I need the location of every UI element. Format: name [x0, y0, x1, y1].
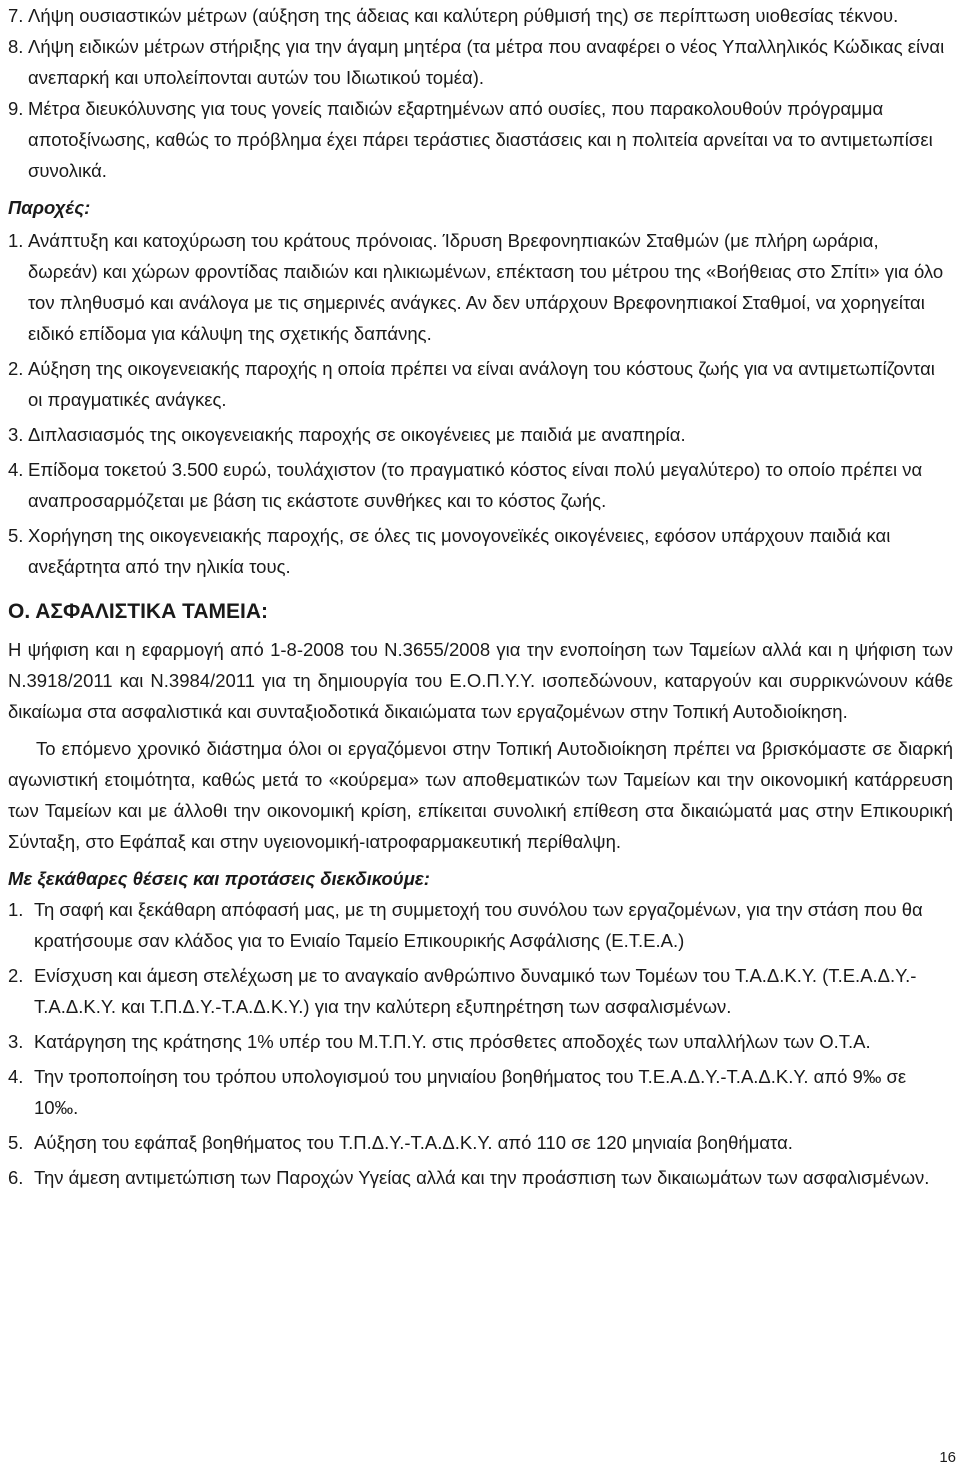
item-number: 1.	[8, 899, 24, 920]
item-text: Λήψη ουσιαστικών μέτρων (αύξηση της άδειας και καλύτερη ρύθμισή της) σε περίπτωση υιοθεσίας τέκνου.	[28, 5, 899, 26]
item-text: Την τροποποίηση του τρόπου υπολογισμού του μηνιαίου βοηθήματος του Τ.Ε.Α.Δ.Υ.-Τ.Α.Δ.Κ.Υ. από 9‰ σε 10‰.	[34, 1066, 907, 1118]
benefits-heading: Παροχές:	[8, 197, 91, 218]
page-content	[8, 0, 953, 1197]
item-text: Αύξηση της οικογενειακής παροχής η οποία πρέπει να είναι ανάλογη του κόστους ζωής για να αντιμετωπίζονται οι πραγματικές ανάγκες.	[28, 358, 935, 410]
benefits-list	[8, 225, 953, 582]
section-paragraph-2: Το επόμενο χρονικό διάστημα όλοι οι εργαζόμενοι στην Τοπική Αυτοδιοίκηση πρέπει να βρισκόμαστε σε διαρκή αγωνιστική ετοιμότητα, καθώς μετά το «κούρεμα» των αποθεματικών των Ταμείων και την οικονομική κατάρρευση των Ταμείων και με άλλοθι την οικονομική κρίση, επίκειται συνολική επίθεση στα δικαιώματά μας στην Επικουρική Σύνταξη, στο Εφάπαξ και στην υγειονομική-ιατροφαρμακευτική περίθαλψη.	[8, 738, 953, 852]
item-number: 3.	[8, 1031, 24, 1052]
item-number: 4.	[8, 1066, 24, 1087]
list-item	[8, 1061, 953, 1123]
demands-list	[8, 894, 953, 1193]
list-item	[8, 93, 953, 186]
item-text: Κατάργηση της κράτησης 1% υπέρ του Μ.Τ.Π.Υ. στις πρόσθετες αποδοχές των υπαλλήλων των Ο.Τ.Α.	[34, 1031, 871, 1052]
list-item	[8, 960, 953, 1022]
item-text: Τη σαφή και ξεκάθαρη απόφασή μας, με τη συμμετοχή του συνόλου των εργαζομένων, για την στάση που θα κρατήσουμε σαν κλάδος για το Ενιαίο Ταμείο Επικουρικής Ασφάλισης (Ε.Τ.Ε.Α.)	[34, 899, 923, 951]
item-number: 3.	[8, 424, 24, 445]
intro-list	[8, 0, 953, 186]
list-item	[8, 225, 953, 349]
list-item	[8, 419, 953, 450]
list-item	[8, 1026, 953, 1057]
list-item	[8, 520, 953, 582]
item-text: Λήψη ειδικών μέτρων στήριξης για την άγαμη μητέρα (τα μέτρα που αναφέρει ο νέος Υπαλληλικός Κώδικας είναι ανεπαρκή και υπολείπονται αυτών του Ιδιωτικού τομέα).	[28, 36, 945, 88]
page-number: 16	[939, 1449, 956, 1466]
list-item	[8, 1162, 953, 1193]
item-number: 5.	[8, 1132, 24, 1153]
list-item	[8, 454, 953, 516]
item-text: Χορήγηση της οικογενειακής παροχής, σε όλες τις μονογονεϊκές οικογένειες, εφόσον υπάρχουν παιδιά και ανεξάρτητα από την ηλικία τους.	[28, 525, 891, 577]
demands-heading: Με ξεκάθαρες θέσεις και προτάσεις διεκδικούμε:	[8, 868, 430, 889]
item-text: Ανάπτυξη και κατοχύρωση του κράτους πρόνοιας. Ίδρυση Βρεφονηπιακών Σταθμών (με πλήρη ωράρια, δωρεάν) και χώρων φροντίδας παιδιών και ηλικιωμένων, επέκταση του μέτρου της «Βοήθειας στο Σπίτι» για όλο τον πληθυσμό και ανάλογα με τις σημερινές ανάγκες. Αν δεν υπάρχουν Βρεφονηπιακοί Σταθμοί, να χορηγείται ειδικό επίδομα για κάλυψη της σχετικής δαπάνης.	[28, 230, 944, 344]
item-text: Διπλασιασμός της οικογενειακής παροχής σε οικογένειες με παιδιά με αναπηρία.	[28, 424, 686, 445]
item-text: Ενίσχυση και άμεση στελέχωση με το αναγκαίο ανθρώπινο δυναμικό των Τομέων του Τ.Α.Δ.Κ.Υ. (Τ.Ε.Α.Δ.Υ.-Τ.Α.Δ.Κ.Υ. και Τ.Π.Δ.Υ.-Τ.Α.Δ.Κ.Υ.) για την καλύτερη εξυπηρέτηση των ασφαλισμένων.	[34, 965, 917, 1017]
item-number: 9.	[8, 98, 24, 119]
item-number: 8.	[8, 36, 24, 57]
item-number: 2.	[8, 965, 24, 986]
list-item	[8, 0, 953, 31]
item-text: Μέτρα διευκόλυνσης για τους γονείς παιδιών εξαρτημένων από ουσίες, που παρακολουθούν πρόγραμμα αποτοξίνωσης, καθώς το πρόβλημα έχει πάρει τεράστιες διαστάσεις και η πολιτεία αρνείται να το αντιμετωπίσει συνολικά.	[28, 98, 933, 181]
item-number: 7.	[8, 5, 24, 26]
section-paragraph-1: Η ψήφιση και η εφαρμογή από 1-8-2008 του Ν.3655/2008 για την ενοποίηση των Ταμείων αλλά και η ψήφιση των Ν.3918/2011 και Ν.3984/2011 για τη δημιουργία του Ε.Ο.Π.Υ.Υ. ισοπεδώνουν, καταργούν και συρρικνώνουν κάθε δικαίωμα στα ασφαλιστικά και συνταξιοδοτικά δικαιώματα των εργαζομένων στην Τοπική Αυτοδιοίκηση.	[8, 639, 953, 722]
list-item	[8, 1127, 953, 1158]
list-item	[8, 353, 953, 415]
item-number: 2.	[8, 358, 24, 379]
item-number: 4.	[8, 459, 24, 480]
item-number: 5.	[8, 525, 24, 546]
item-text: Επίδομα τοκετού 3.500 ευρώ, τουλάχιστον (το πραγματικό κόστος είναι πολύ μεγαλύτερο) το οποίο πρέπει να αναπροσαρμόζεται με βάση τις εκάστοτε συνθήκες και το κόστος ζωής.	[28, 459, 923, 511]
item-text: Αύξηση του εφάπαξ βοηθήματος του Τ.Π.Δ.Υ.-Τ.Α.Δ.Κ.Υ. από 110 σε 120 μηνιαία βοηθήματα.	[34, 1132, 793, 1153]
item-number: 1.	[8, 230, 24, 251]
list-item	[8, 31, 953, 93]
list-item	[8, 894, 953, 956]
item-number: 6.	[8, 1167, 24, 1188]
item-text: Την άμεση αντιμετώπιση των Παροχών Υγείας αλλά και την προάσπιση των δικαιωμάτων των ασφαλισμένων.	[34, 1167, 930, 1188]
section-title: Ο. ΑΣΦΑΛΙΣΤΙΚΑ ΤΑΜΕΙΑ:	[8, 600, 269, 623]
